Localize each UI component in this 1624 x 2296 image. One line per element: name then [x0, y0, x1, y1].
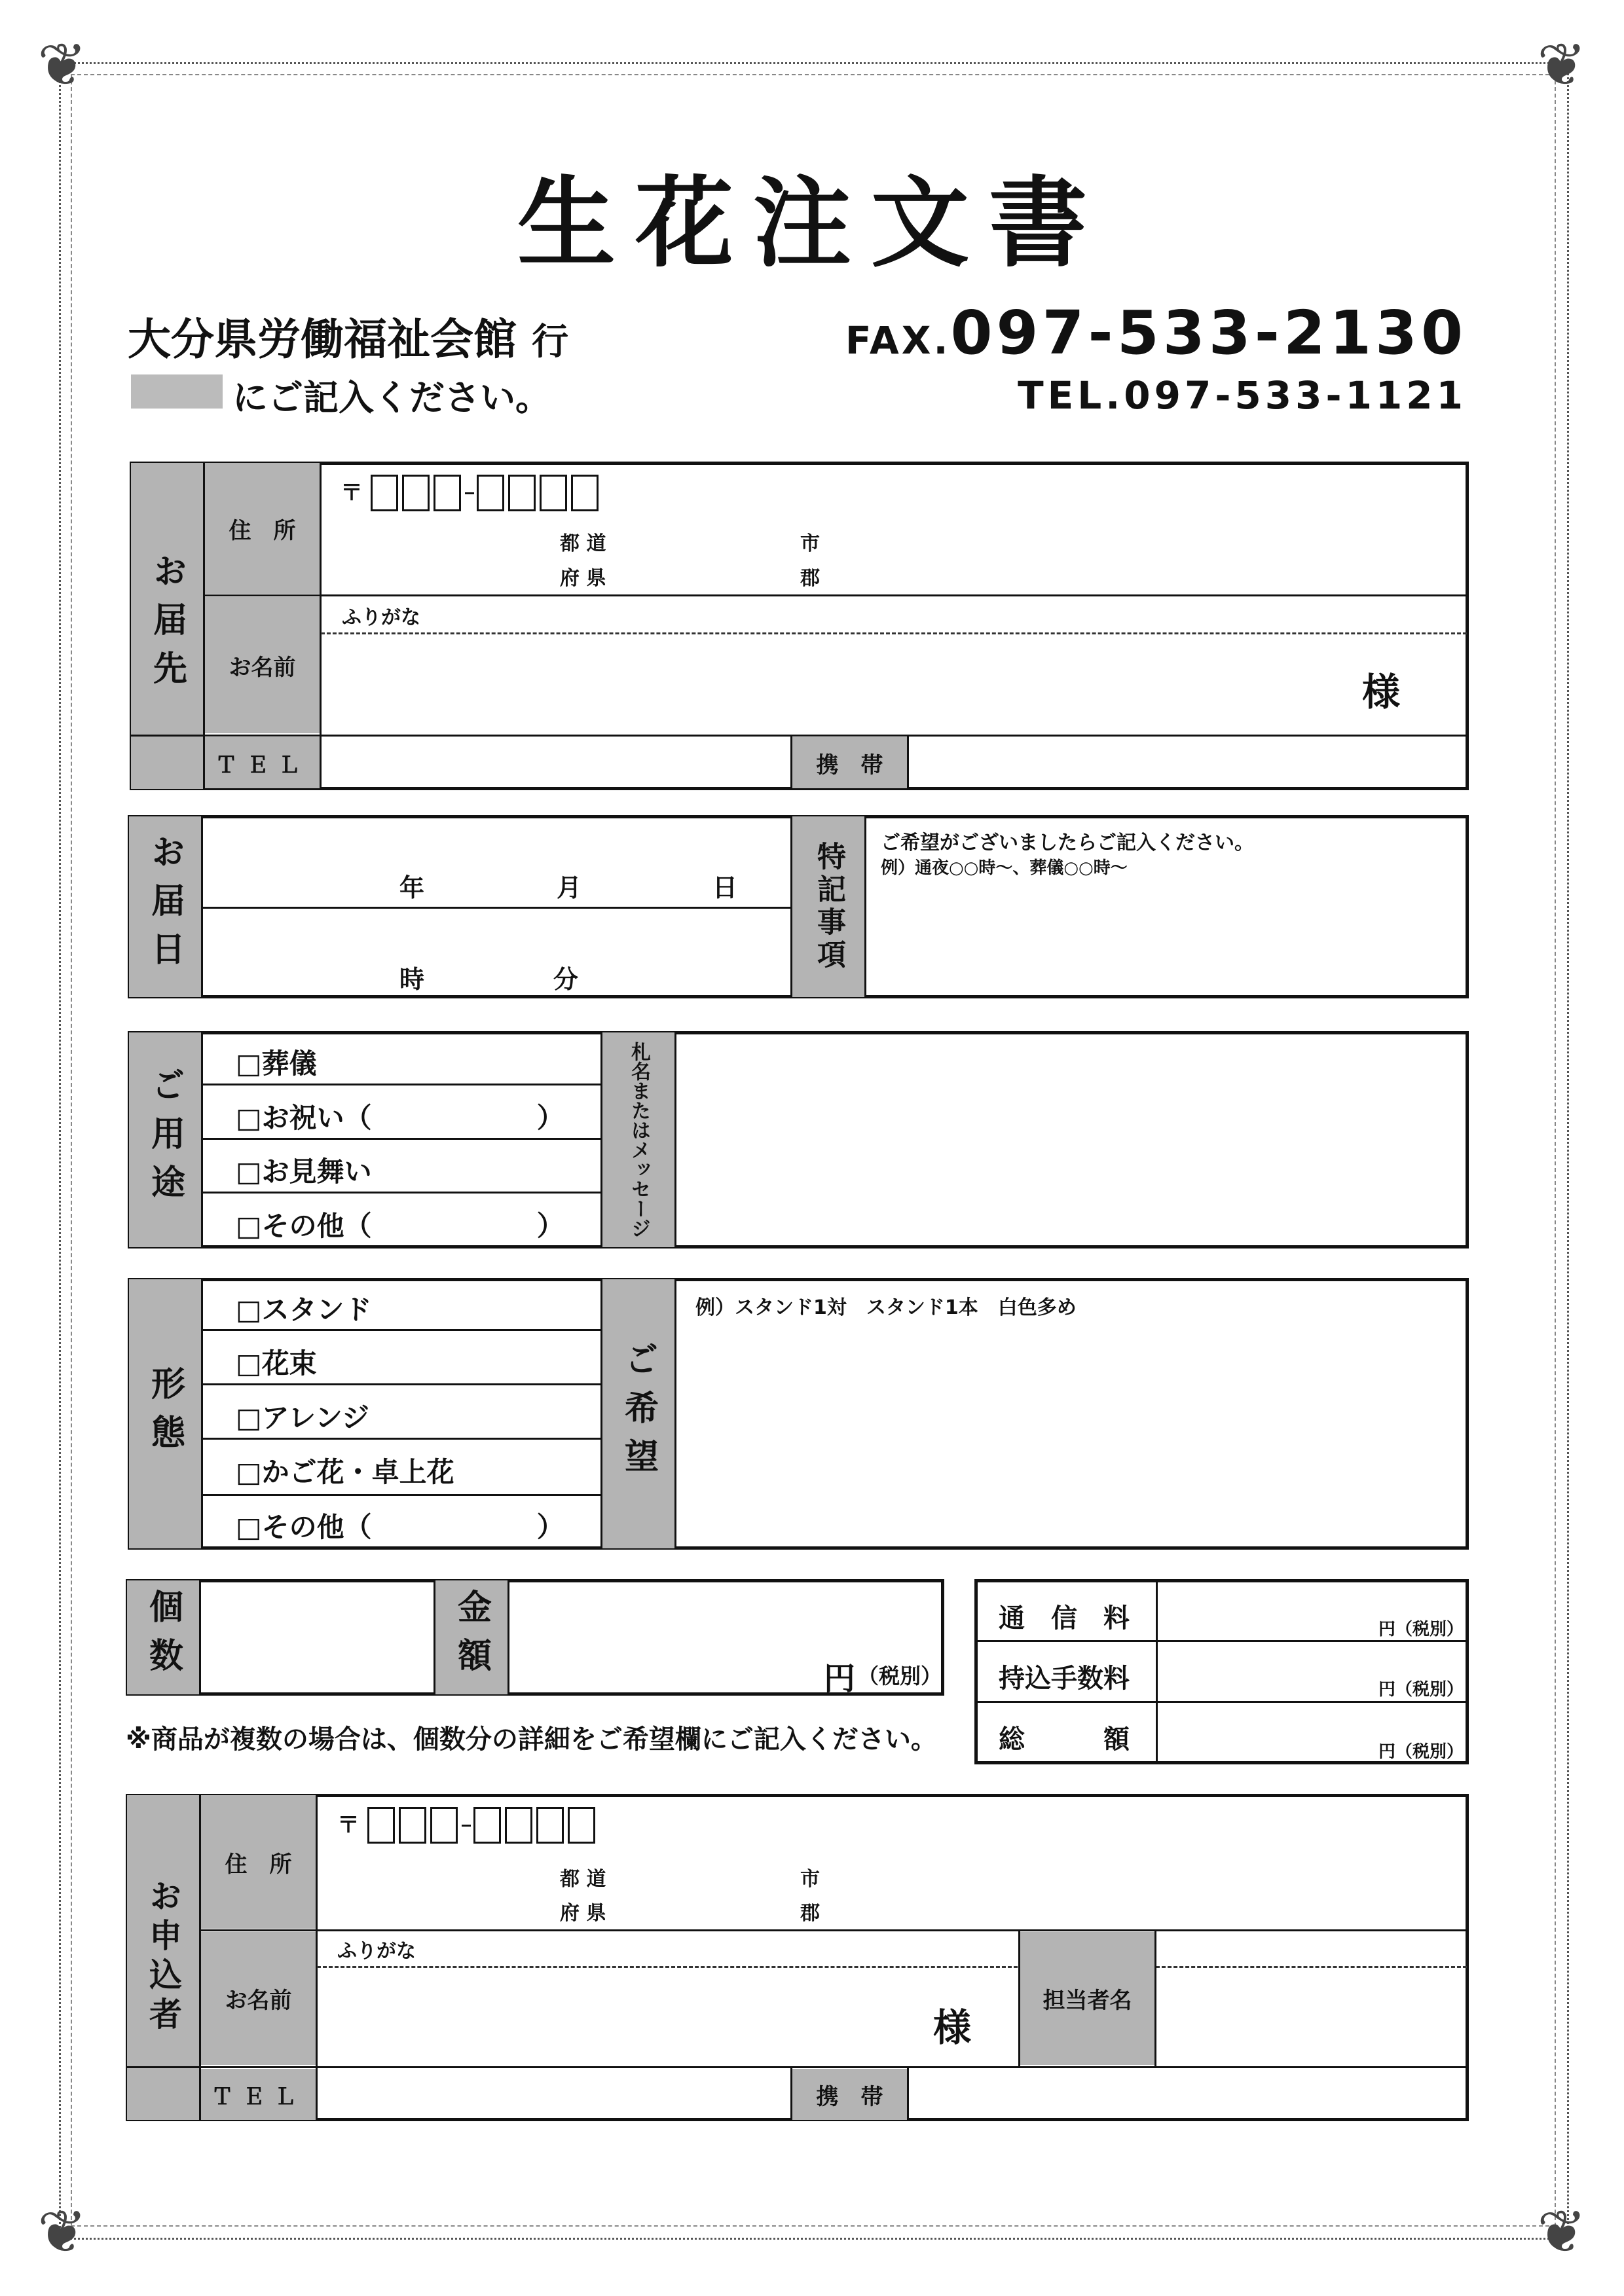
- corner-ornament-icon: ❦: [37, 2198, 87, 2267]
- city-label: 市: [800, 1868, 820, 1891]
- corner-ornament-icon: ❦: [37, 31, 87, 100]
- corner-ornament-icon: ❦: [1537, 31, 1587, 100]
- mobile-label-text: 携 帯: [816, 2083, 883, 2110]
- purpose-header-text: ご用途: [145, 1067, 185, 1212]
- tel-value: 097-533-1121: [1124, 373, 1467, 418]
- fax-value: 097-533-2130: [950, 298, 1467, 368]
- address-label-text: 住 所: [225, 1851, 292, 1878]
- fee-unit: 円（税別）: [1378, 1680, 1464, 1700]
- request-example: 例）スタンド1対 スタンド1本 白色多め: [695, 1296, 1077, 1319]
- year-label: 年: [399, 873, 425, 902]
- delivery-date-header: [129, 816, 201, 997]
- recipient-tel-label: [205, 737, 320, 788]
- delivery-date-header-text: お届日: [145, 834, 185, 979]
- quantity-label: 個数: [143, 1589, 183, 1686]
- page-title: 生花注文書: [517, 167, 1107, 281]
- form-option-basket[interactable]: □かご花・卓上花: [236, 1456, 454, 1488]
- quantity-amount-section: [126, 1579, 944, 1696]
- purpose-option-celebration[interactable]: □お祝い（ ）: [236, 1102, 564, 1134]
- applicant-mobile-label: [792, 2069, 907, 2120]
- message-header: [602, 1032, 674, 1247]
- tel-label-text: ＴＥＬ: [211, 2083, 306, 2110]
- recipient-mobile-label: [792, 737, 907, 788]
- furigana-label: ふりがな: [342, 606, 420, 629]
- mobile-label-text: 携 帯: [816, 752, 883, 778]
- recipient-zip-field[interactable]: [341, 475, 602, 511]
- honorific: 様: [1362, 670, 1401, 714]
- day-label: 日: [712, 873, 738, 902]
- amount-label: 金額: [451, 1589, 491, 1686]
- minute-label: 分: [553, 965, 579, 994]
- destination: [128, 304, 568, 367]
- month-label: 月: [557, 873, 582, 902]
- form-option-arrangement[interactable]: □アレンジ: [236, 1402, 369, 1434]
- pref-label: 府 県: [560, 1902, 606, 1925]
- fee-label-total: 総 額: [999, 1724, 1130, 1755]
- name-label-text: お名前: [229, 654, 296, 681]
- applicant-address-label: [201, 1795, 316, 1929]
- request-header: [602, 1279, 674, 1548]
- recipient-header-text: お届先: [147, 553, 187, 699]
- notes-header: [792, 816, 864, 997]
- fee-unit: 円（税別）: [1378, 1742, 1464, 1762]
- grey-swatch: [131, 374, 223, 409]
- corner-ornament-icon: ❦: [1537, 2198, 1587, 2267]
- fee-label-communication: 通 信 料: [999, 1603, 1130, 1633]
- hour-label: 時: [399, 965, 425, 994]
- purpose-option-funeral[interactable]: □葬儀: [236, 1048, 317, 1080]
- applicant-header-text: お申込者: [144, 1879, 182, 2036]
- form-option-other[interactable]: □その他（ ）: [236, 1511, 564, 1543]
- request-header-text: ご希望: [618, 1341, 658, 1487]
- form-header-text: 形態: [145, 1365, 185, 1463]
- notes-header-text: 特記事項: [812, 841, 845, 972]
- purpose-option-other[interactable]: □その他（ ）: [236, 1210, 564, 1242]
- honorific: 様: [933, 2005, 972, 2050]
- pref-label: 都 道: [560, 1868, 606, 1891]
- pref-label: 都 道: [560, 532, 606, 555]
- notes-example: 例）通夜○○時～、葬儀○○時～: [881, 858, 1128, 878]
- tel-label-text: ＴＥＬ: [215, 752, 310, 778]
- note-text: ※商品が複数の場合は、個数分の詳細をご希望欄にご記入ください。: [126, 1724, 937, 1755]
- staff-label-text: 担当者名: [1043, 1988, 1132, 2014]
- applicant-name-label: [201, 1932, 316, 2065]
- staff-name-label: [1020, 1932, 1154, 2065]
- fax-label: FAX.: [845, 318, 951, 363]
- applicant-header: [127, 1795, 199, 2120]
- instruction-text: にご記入ください。: [232, 377, 551, 418]
- fax-number: [845, 298, 1467, 368]
- name-label-text: お名前: [225, 1988, 292, 2014]
- address-label-text: 住 所: [229, 517, 296, 544]
- applicant-tel-label: [201, 2069, 316, 2120]
- amount-unit: 円: [824, 1660, 856, 1697]
- tel-label: TEL.: [1018, 373, 1124, 418]
- applicant-zip-field[interactable]: [337, 1807, 599, 1844]
- purpose-option-sympathy[interactable]: □お見舞い: [236, 1156, 372, 1188]
- city-label: 市: [800, 532, 820, 555]
- zip-mark: 〒: [341, 480, 363, 506]
- destination-name: 大分県労働福祉会館: [128, 314, 517, 365]
- amount-header: [435, 1580, 507, 1694]
- form-option-bouquet[interactable]: □花束: [236, 1347, 317, 1379]
- message-header-text: 札名またはメッセージ: [627, 1042, 650, 1238]
- amount-tax: （税別）: [858, 1664, 942, 1688]
- pref-label: 府 県: [560, 567, 606, 590]
- fee-unit: 円（税別）: [1378, 1620, 1464, 1639]
- city-label: 郡: [800, 567, 820, 590]
- form-header: [129, 1279, 201, 1548]
- recipient-name-label: [205, 597, 320, 733]
- furigana-label: ふりがな: [337, 1940, 416, 1963]
- recipient-address-label: [205, 463, 320, 594]
- fee-label-handling: 持込手数料: [999, 1664, 1130, 1694]
- quantity-header: [127, 1580, 199, 1694]
- recipient-header: [131, 463, 203, 789]
- purpose-header: [129, 1032, 201, 1247]
- city-label: 郡: [800, 1902, 820, 1925]
- form-option-stand[interactable]: □スタンド: [236, 1294, 372, 1326]
- tel-number: [1018, 373, 1467, 418]
- destination-suffix: 行: [531, 321, 568, 363]
- zip-mark: 〒: [337, 1812, 360, 1838]
- notes-hint: ご希望がございましたらご記入ください。: [881, 831, 1254, 854]
